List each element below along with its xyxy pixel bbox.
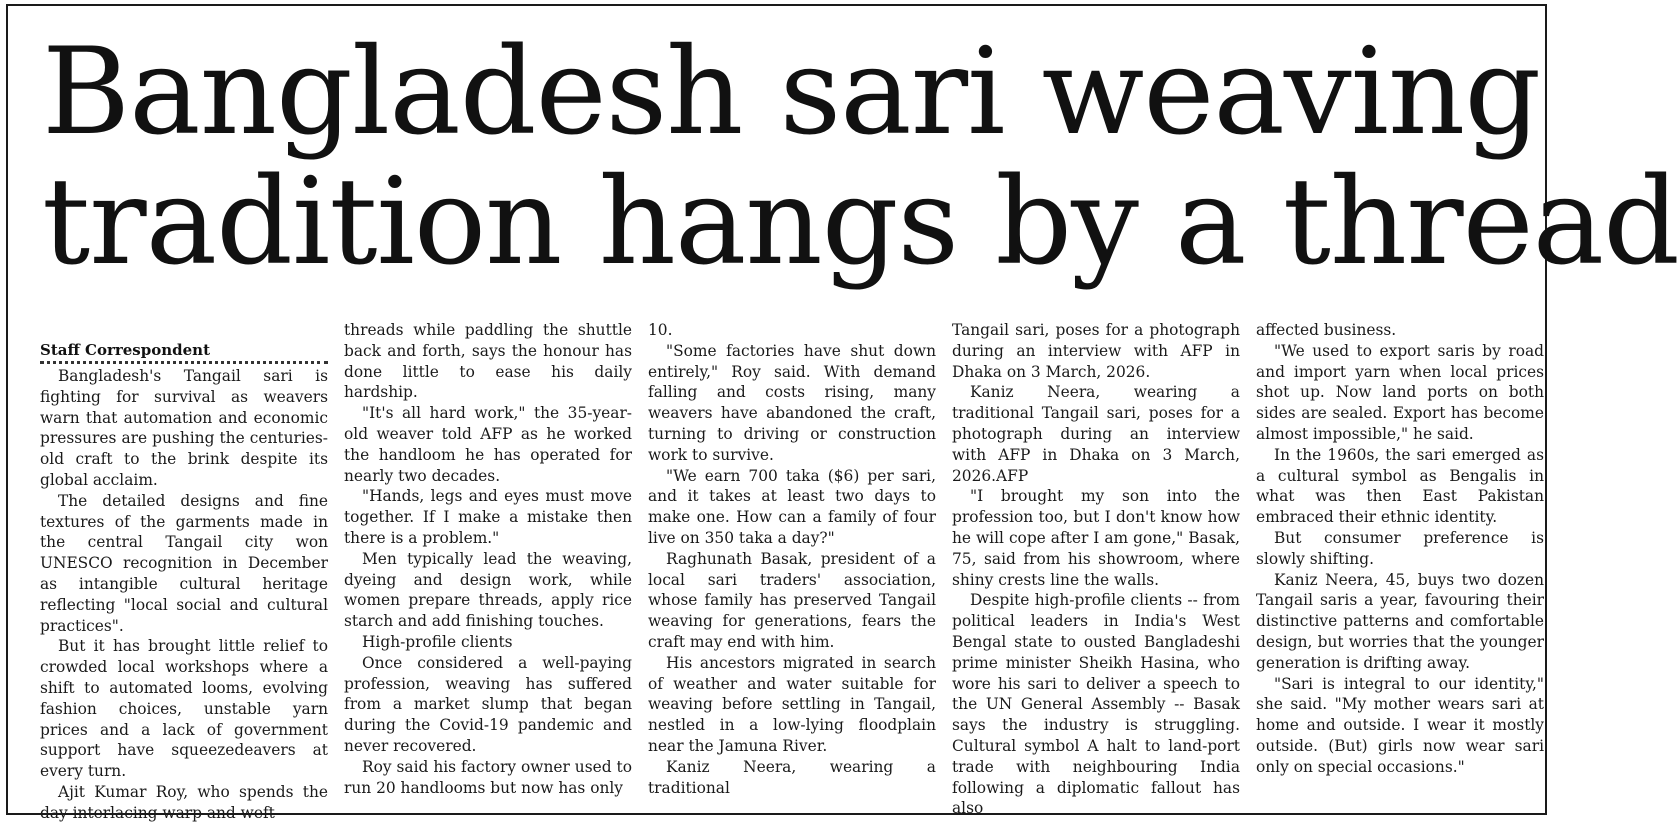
paragraph: "Hands, legs and eyes must move together. If I make a mistake then there is a problem." <box>344 487 632 547</box>
paragraph: "We earn 700 taka ($6) per sari, and it takes at least two days to make one. How can a family of four live on 350 taka a day?" <box>648 466 936 547</box>
paragraph: Kaniz Neera, wearing a traditional <box>648 757 936 797</box>
paragraph: "We used to export saris by road and import yarn when local prices shot up. Now land ports on both sides are sealed. Export has become almost impossible," he said. <box>1256 341 1544 443</box>
paragraph: Despite high-profile clients -- from political leaders in India's West Bengal state to ousted Bangladeshi prime minister Sheikh Hasina, who wore his sari to deliver a speech to the UN General Assembly -- Basak says the industry is struggling. Cultural symbol A halt to land-port trade with neighbouring India following a diplomatic fallout has also <box>952 591 1240 818</box>
paragraph: His ancestors migrated in search of weather and water suitable for weaving before settling in Tangail, nestled in a low-lying floodplain near the Jamuna River. <box>648 653 936 755</box>
paragraph: Once considered a well-paying profession, weaving has suffered from a market slump that began during the Covid-19 pandemic and never recovered. <box>344 653 632 755</box>
paragraph: Ajit Kumar Roy, who spends the day interlacing warp and weft <box>40 782 328 822</box>
byline: Staff Correspondent <box>40 340 328 364</box>
paragraph: The detailed designs and fine textures of the garments made in the central Tangail city won UNESCO recognition in December as intangible cultural heritage reflecting "local social and cultural practices". <box>40 491 328 635</box>
paragraph: Bangladesh's Tangail sari is fighting for survival as weavers warn that automation and economic pressures are pushing the centuries-old craft to the brink despite its global acclaim. <box>40 367 328 489</box>
column-1 <box>40 340 328 822</box>
headline-line-2: tradition hangs by a thread <box>42 153 1679 292</box>
paragraph: Raghunath Basak, president of a local sari traders' association, whose family has preserved Tangail weaving for generations, fears the craft may end with him. <box>648 549 936 651</box>
column-2 <box>344 320 632 797</box>
column-4 <box>952 320 1240 818</box>
paragraph: 10. <box>648 321 673 339</box>
paragraph: Tangail sari, poses for a photograph during an interview with AFP in Dhaka on 3 March, 2026. <box>952 321 1240 381</box>
paragraph: "I brought my son into the profession too, but I don't know how he will cope after I am gone," Basak, 75, said from his showroom, where shiny crests line the walls. <box>952 487 1240 589</box>
paragraph: But it has brought little relief to crowded local workshops where a shift to automated looms, evolving fashion choices, unstable yarn prices and a lack of government support have squeezedeavers at every turn. <box>40 637 328 781</box>
paragraph: threads while paddling the shuttle back and forth, says the honour has done little to ease his daily hardship. <box>344 321 632 402</box>
paragraph: "Sari is integral to our identity," she said. "My mother wears sari at home and outside. I wear it mostly outside. (But) girls now wear sari only on special occasions." <box>1256 674 1544 776</box>
column-3 <box>648 320 936 797</box>
paragraph: In the 1960s, the sari emerged as a cultural symbol as Bengalis in what was then East Pakistan embraced their ethnic identity. <box>1256 445 1544 527</box>
article-frame <box>6 4 1679 822</box>
paragraph: Men typically lead the weaving, dyeing and design work, while women prepare threads, apply rice starch and add finishing touches. <box>344 549 632 631</box>
paragraph: "It's all hard work," the 35-year-old weaver told AFP as he worked the handloom he has operated for nearly two decades. <box>344 404 632 485</box>
paragraph: Kaniz Neera, 45, buys two dozen Tangail saris a year, favouring their distinctive patterns and comfortable design, but worries that the younger generation is drifting away. <box>1256 570 1544 672</box>
article-columns <box>40 320 1544 822</box>
headline-line-1: Bangladesh sari weaving <box>42 23 1541 162</box>
column-5 <box>1256 320 1544 790</box>
paragraph: "Some factories have shut down entirely," Roy said. With demand falling and costs rising, many weavers have abandoned the craft, turning to driving or construction work to survive. <box>648 341 936 464</box>
headline <box>42 23 1679 292</box>
subheading: High-profile clients <box>362 632 513 651</box>
paragraph: Kaniz Neera, wearing a traditional Tangail sari, poses for a photograph during an interview with AFP in Dhaka on 3 March, 2026.AFP <box>952 383 1240 485</box>
paragraph: But consumer preference is slowly shifting. <box>1256 528 1544 568</box>
paragraph: Roy said his factory owner used to run 20 handlooms but now has only <box>344 757 632 797</box>
paragraph: affected business. <box>1256 321 1397 339</box>
